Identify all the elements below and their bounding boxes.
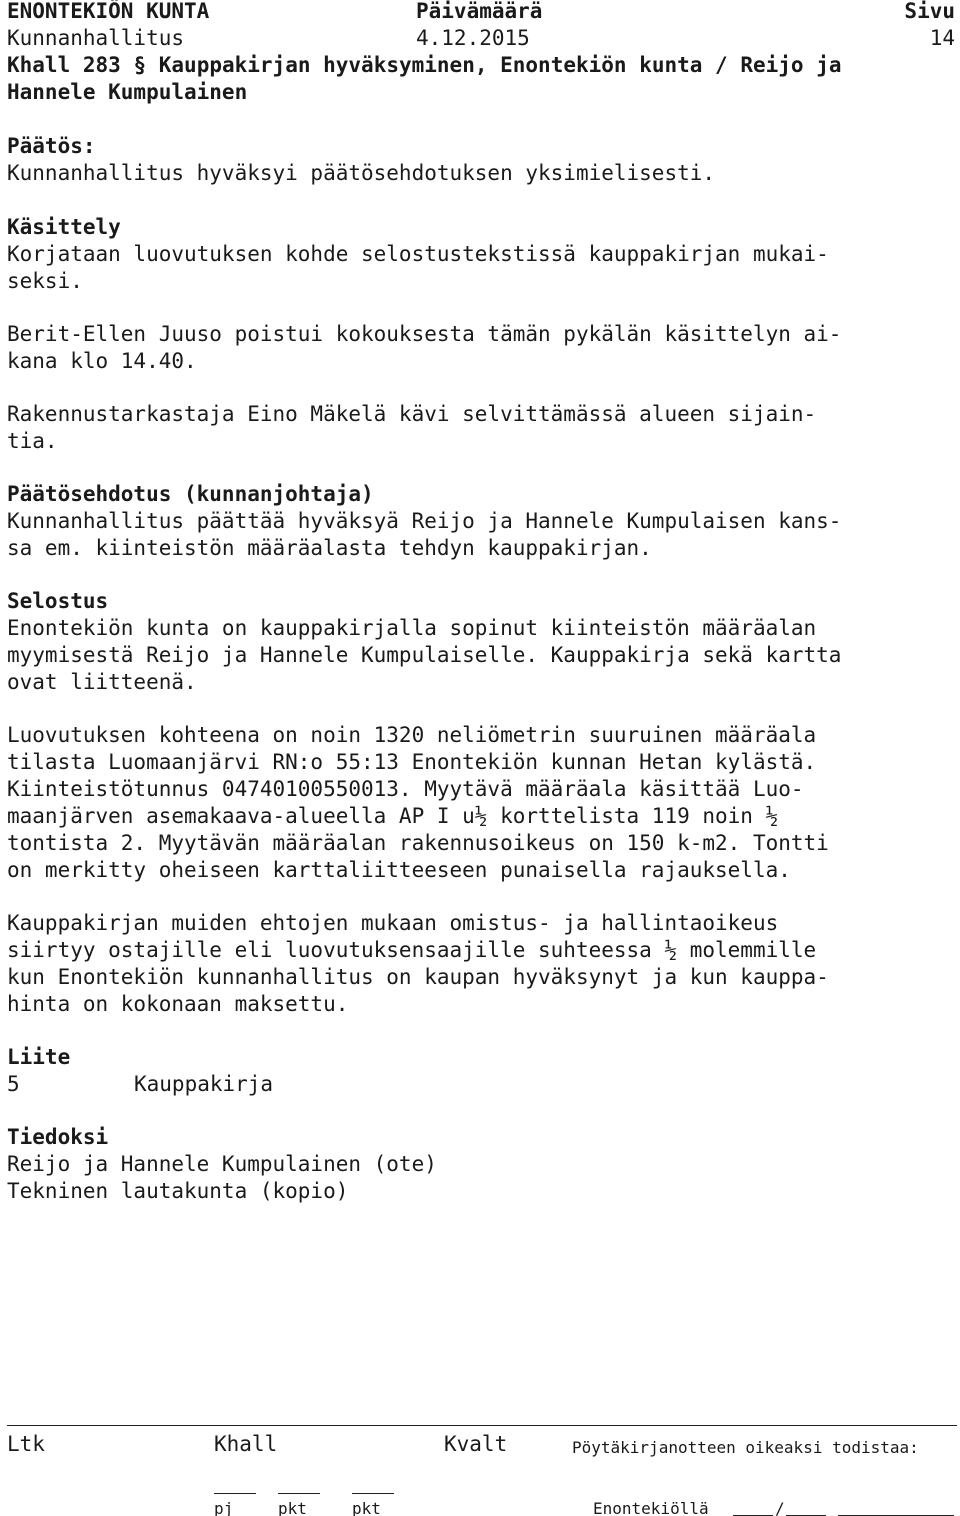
explanation-p2-line: tontista 2. Myytävän määräalan rakennusoikeus on 150 k-m2. Tontti [7, 831, 829, 855]
footer-khall: Khall [214, 1432, 278, 1456]
document-subheader [7, 25, 955, 52]
page-label: Sivu [904, 0, 955, 23]
processing-p2-line: Berit-Ellen Juuso poistui kokouksesta tämän pykälän käsittelyn ai- [7, 322, 842, 346]
footer-kvalt: Kvalt [444, 1432, 508, 1456]
explanation-p3-line: Kauppakirjan muiden ehtojen mukaan omistus- ja hallintaoikeus [7, 911, 779, 935]
explanation-p2-line: on merkitty oheiseen karttaliitteeseen punaisella rajauksella. [7, 858, 791, 882]
section-title-text: Kauppakirjan hyväksyminen, Enontekiön kunta / Reijo ja [158, 53, 842, 77]
decision-heading: Päätös: [7, 134, 96, 158]
decision-text: Kunnanhallitus hyväksyi päätösehdotuksen yksimielisesti. [7, 161, 716, 185]
pkt1-blank [278, 1493, 320, 1494]
distribution-line: Reijo ja Hannele Kumpulainen (ote) [7, 1152, 437, 1176]
section-sign-icon: § [133, 53, 147, 77]
processing-p1-line: Korjataan luovutuksen kohde selostustekstissä kauppakirjan mukai- [7, 242, 829, 266]
attachment-number: 5 [7, 1072, 20, 1096]
processing-p3-line: tia. [7, 429, 58, 453]
page-number: 14 [929, 26, 955, 50]
org-name: ENONTEKIÖN KUNTA [7, 0, 210, 23]
pkt2-blank [352, 1493, 394, 1494]
distribution-line: Tekninen lautakunta (kopio) [7, 1179, 349, 1203]
explanation-p1-line: Enontekiön kunta on kauppakirjalla sopinut kiinteistön määräalan [7, 616, 817, 640]
footer-pkt2: pkt [352, 1499, 381, 1516]
explanation-p1-line: ovat liitteenä. [7, 670, 197, 694]
footer-certify: Pöytäkirjanotteen oikeaksi todistaa: [572, 1438, 919, 1457]
proposal-heading: Päätösehdotus (kunnanjohtaja) [7, 482, 374, 506]
section-number: Khall 283 [7, 53, 121, 77]
footer-pkt1: pkt [278, 1499, 307, 1516]
footer-ltk: Ltk [7, 1432, 45, 1456]
pj-blank [214, 1493, 256, 1494]
explanation-p3-line: hinta on kokonaan maksettu. [7, 992, 349, 1016]
body-name: Kunnanhallitus [7, 26, 185, 50]
explanation-p2-line: Luovutuksen kohteena on noin 1320 neliömetrin suuruinen määräala [7, 723, 817, 747]
date-label: Päivämäärä [416, 0, 543, 23]
proposal-line: sa em. kiinteistön määräalasta tehdyn kauppakirjan. [7, 536, 652, 560]
processing-p3-line: Rakennustarkastaja Eino Mäkelä kävi selvittämässä alueen sijain- [7, 402, 817, 426]
attachment-heading: Liite [7, 1045, 71, 1069]
section-title-line1 [7, 52, 842, 79]
processing-heading: Käsittely [7, 215, 121, 239]
section-title-line2: Hannele Kumpulainen [7, 80, 248, 104]
explanation-p3-line: siirtyy ostajille eli luovutuksensaajille suhteessa ½ molemmille [7, 938, 817, 962]
explanation-p2-line: tilasta Luomaanjärvi RN:o 55:13 Enontekiön kunnan Hetan kylästä. [7, 750, 817, 774]
explanation-p2-line: maanjärven asemakaava-alueella AP I u½ korttelista 119 noin ½ [7, 804, 779, 828]
processing-p2-line: kana klo 14.40. [7, 349, 197, 373]
explanation-p2-line: Kiinteistötunnus 04740100550013. Myytävä määräala käsittää Luo- [7, 777, 804, 801]
document-header [7, 0, 955, 25]
proposal-line: Kunnanhallitus päättää hyväksyä Reijo ja Hannele Kumpulaisen kans- [7, 509, 842, 533]
footer-place: Enontekiöllä [593, 1499, 709, 1516]
distribution-heading: Tiedoksi [7, 1125, 109, 1149]
footer-divider [7, 1425, 957, 1426]
footer-pj: pj [214, 1499, 234, 1516]
explanation-heading: Selostus [7, 589, 109, 613]
processing-p1-line: seksi. [7, 269, 83, 293]
explanation-p3-line: kun Enontekiön kunnanhallitus on kaupan hyväksynyt ja kun kauppa- [7, 965, 829, 989]
explanation-p1-line: myymisestä Reijo ja Hannele Kumpulaiselle. Kauppakirja sekä kartta [7, 643, 842, 667]
footer-slash: / [775, 1499, 785, 1516]
attachment-name: Kauppakirja [134, 1072, 274, 1096]
meeting-date: 4.12.2015 [416, 26, 530, 50]
